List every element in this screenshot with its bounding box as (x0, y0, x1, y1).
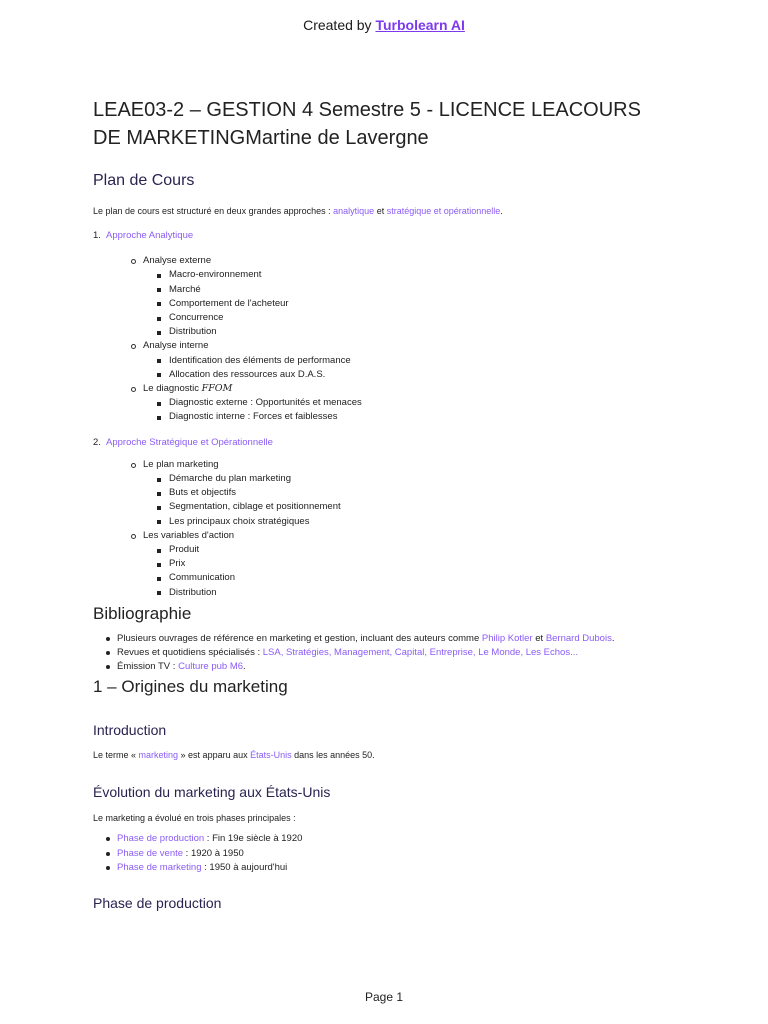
text: Revues et quotidiens spécialisés : (117, 647, 263, 659)
introduction-heading: Introduction (93, 722, 167, 739)
text: Plusieurs ouvrages de référence en marketing et gestion, incluant des auteurs comme (117, 632, 482, 644)
text: . (243, 661, 246, 673)
sub-list-item: Produit (93, 543, 693, 557)
evolution-heading: Évolution du marketing aux États-Unis (93, 784, 331, 801)
list-number: 2. (93, 436, 101, 448)
approach-1-title (93, 229, 693, 243)
dubois-link[interactable]: Bernard Dubois (545, 632, 612, 644)
phase-production-heading: Phase de production (93, 895, 222, 912)
phase-link[interactable]: Phase de vente (117, 847, 184, 859)
sub-list-item: Identification des éléments de performance (93, 354, 693, 368)
sub-list-item: Concurrence (93, 311, 693, 325)
header-prefix: Created by (303, 17, 376, 33)
document-title (93, 96, 693, 152)
etats-unis-link[interactable]: États-Unis (250, 750, 292, 761)
page-footer: Page 1 (364, 990, 404, 1004)
sub-list-item: Buts et objectifs (93, 486, 693, 500)
text: Le terme « (93, 750, 139, 761)
sub-list-item: Comportement de l'acheteur (93, 297, 693, 311)
evolution-text: Le marketing a évolué en trois phases principales : (93, 813, 296, 824)
title-line-1: LEAE03-2 – GESTION 4 Semestre 5 - LICENCE LEACOURS (93, 99, 641, 121)
page-header (0, 17, 768, 33)
sub-list-item: Macro-environnement (93, 268, 693, 282)
revues-link[interactable]: LSA, Stratégies, Management, Capital, Entreprise, Le Monde, Les Echos... (262, 647, 579, 659)
sub-list-item: Communication (93, 571, 693, 585)
kotler-link[interactable]: Philip Kotler (481, 632, 533, 644)
phase-period: : Fin 19e siècle à 1920 (204, 833, 303, 845)
list-item (93, 660, 693, 674)
diagnostic-ffom (93, 382, 693, 396)
phase-link[interactable]: Phase de marketing (117, 861, 202, 873)
text: . (500, 206, 503, 216)
text: . (611, 632, 615, 644)
approach-1 (93, 229, 693, 425)
list-number: 1. (93, 230, 101, 241)
text: Le plan de cours est structuré en deux grandes approches : (93, 206, 334, 216)
introduction-text (93, 749, 693, 761)
approach-2-title (93, 436, 693, 450)
sub-list-item: Marché (93, 283, 693, 297)
approach-2 (93, 436, 693, 600)
plan-heading: Plan de Cours (93, 172, 195, 189)
phases-list (93, 832, 693, 875)
title-line-2: DE MARKETINGMartine de Lavergne (93, 127, 429, 149)
text: Émission TV : (117, 661, 179, 673)
sub-list-item: Distribution (93, 325, 693, 339)
approach-strategique-link[interactable]: Approche Stratégique et Opérationnelle (106, 436, 273, 448)
origines-heading: 1 – Origines du marketing (93, 677, 288, 697)
plan-intro (93, 205, 693, 217)
list-item (93, 646, 693, 660)
sub-list-item: Distribution (93, 586, 693, 600)
text: et (374, 206, 387, 216)
analyse-externe: Analyse externe (93, 254, 693, 268)
sub-list-item: Allocation des ressources aux D.A.S. (93, 368, 693, 382)
text: dans les années 50. (291, 750, 375, 761)
list-item (93, 632, 693, 646)
variables-action: Les variables d'action (93, 529, 693, 543)
plan-marketing: Le plan marketing (93, 458, 693, 472)
marketing-link[interactable]: marketing (138, 750, 179, 761)
sub-list-item: Diagnostic externe : Opportunités et menaces (93, 396, 693, 410)
phase-item (93, 832, 693, 846)
sub-list-item: Segmentation, ciblage et positionnement (93, 500, 693, 514)
analytique-link[interactable]: analytique (333, 206, 375, 216)
bibliographie-heading: Bibliographie (93, 603, 192, 623)
phase-item (93, 847, 693, 861)
bibliographie-list (93, 632, 693, 675)
sub-list-item: Démarche du plan marketing (93, 472, 693, 486)
analyse-interne: Analyse interne (93, 339, 693, 353)
phase-period: : 1920 à 1950 (183, 847, 244, 859)
phase-item (93, 861, 693, 875)
text: » est apparu aux (178, 750, 251, 761)
culture-pub-link[interactable]: Culture pub M6 (178, 661, 244, 673)
brand-link[interactable]: Turbolearn AI (375, 17, 465, 33)
ffom-math: FFOM (201, 383, 233, 395)
sub-list-item: Diagnostic interne : Forces et faiblesses (93, 410, 693, 424)
phase-link[interactable]: Phase de production (117, 833, 205, 845)
text: et (532, 632, 546, 644)
strategique-link[interactable]: stratégique et opérationnelle (386, 206, 501, 216)
document-content (93, 96, 693, 911)
text: Le diagnostic (143, 383, 202, 395)
sub-list-item: Prix (93, 557, 693, 571)
sub-list-item: Les principaux choix stratégiques (93, 515, 693, 529)
phase-period: : 1950 à aujourd'hui (201, 861, 288, 873)
approach-analytique-link[interactable]: Approche Analytique (106, 230, 194, 241)
